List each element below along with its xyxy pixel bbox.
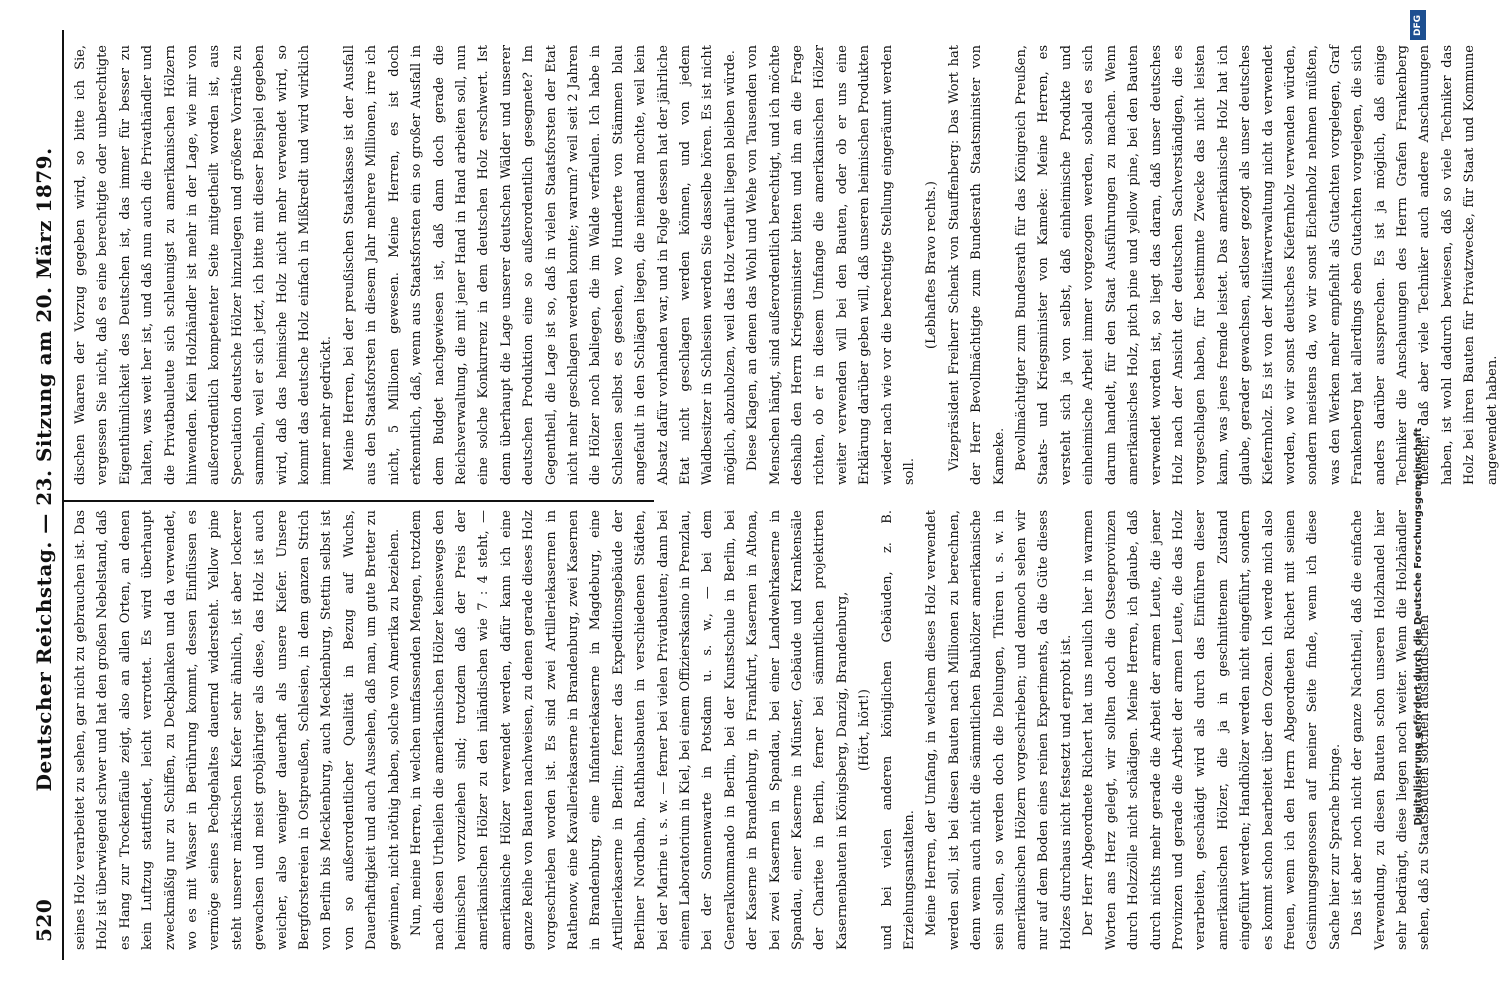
dfg-logo: DFG — [1410, 10, 1426, 40]
interjection: (Hört, hört!) — [857, 689, 873, 771]
paragraph: Diese Klagen, an denen das Wohl und Wehe von Tausenden von Menschen hängt, sind außerordentlich berechtigt, und ich möchte deshalb den Herrn Kriegsminister bitten und ihn an die Frage richten, ob er in diesem Umfange die amerikanischen Hölzer weiter verwenden will bei den Bauten, oder ob er uns eine Erklärung darüber geben will, daß unseren heimischen Produkten wieder nach wie vor die berechtigte Stellung eingeräumt werden soll. — [745, 45, 918, 485]
paragraph: seines Holz verarbeitet zu sehen, gar nicht zu gebrauchen ist. Das Holz ist überwiegend schwer und hat den großen Nebelstand, daß es Hang zur Trockenfäule zeigt, also an allen Orten, an denen kein Luftzug stattfindet, leicht verrottet. Es wird überhaupt zweckmäßig nur zu Schiffen, zu Deckplanken und da verwendet, wo es mit Wasser in Berührung kommt, dessen Einflüssen es vermöge seines Pechgehaltes dauernd widersteht. Yellow pine steht unserer märkischen Kiefer sehr ähnlich, ist aber lockerer gewachsen und meist grobjähriger als diese, das Holz ist auch weicher, also weniger dauerhaft als unsere Kiefer. Unsere Bergforstereien in Ostpreußen, Schlesien, in dem ganzen Strich von Berlin bis Mecklenburg, auch Mecklenburg, Stettin selbst ist von so außerordentlicher Qualität in Bezug auf Wuchs, Dauerhaftigkeit und auch Aussehen, daß man, um gute Bretter zu gewinnen, nicht nöthig haben, solche von Amerika zu beziehen. — [73, 510, 402, 950]
paragraph: und bei vielen anderen königlichen Gebäuden, z. B. Erziehungsanstalten. — [879, 510, 918, 950]
paragraph: Der Herr Abgeordnete Richert hat uns neulich hier in warmen Worten ans Herz gelegt, wir sollten doch die Ostseeprovinzen durch Holzzölle nicht schädigen. Meine Herren, ich glaube, daß durch nichts mehr gerade die Arbeit der armen Leute, die jener Provinzen und gerade die Arbeit der armen Leute, die das Holz verarbeiten, geschädigt wird als durch das Einführen dieser amerikanischen Hölzer, die ja in geschnittenem Zustand eingeführt werden; Handhölzer werden nicht eingeführt, sondern es kommt schon bearbeitet über den Ozean. Ich werde mich also freuen, wenn ich den Herrn Abgeordneten Richert mit seinen Gesinnungsgenossen auf meiner Seite finde, wenn ich diese Sache hier zur Sprache bringe. — [1081, 510, 1343, 950]
interjection: (Lebhaftes Bravo rechts.) — [924, 181, 940, 349]
speaker-paragraph: Vizepräsident Freiherr Schenk von Stauffenberg: Das Wort hat der Herr Bevollmächtigte zum Bundesrath Staatsminister von Kameke. — [946, 45, 1007, 485]
credit-text: Digitalisierung gefördert durch die Deutsche Forschungsgemeinschaft - — [1412, 420, 1424, 826]
paragraph: Meine Herren, der Umfang, in welchem dieses Holz verwendet werden soll, ist bei diesen Bauten nach Millionen zu berechnen, denn wenn auch nicht die sämmtlichen Bauhölzer amerikanische sein sollen, so werden doch die Dielungen, Thüren u. s. w. in amerikanischen Hölzern vorgeschrieben; und dennoch sehen wir nur auf dem Boden eines reinen Experiments, da die Güte dieses Holzes durchaus nicht festsetzt und erprobt ist. — [924, 510, 1074, 950]
paragraph: Nun, meine Herren, in welchen umfassenden Mengen, trotzdem nach diesen Urtheilen die amerikanischen Hölzer keineswegs den heimischen vorzuziehen sind; trotzdem daß der Preis der amerikanischen Hölzer zu den inländischen wie 7 : 4 steht, — amerikanische Hölzer verwendet werden, dafür kann ich eine ganze Reihe von Bauten nachweisen, zu denen gerade dieses Holz vorgeschrieben worden ist. Es sind zwei Artilleriekasernen in Rathenow, eine Kavalleriekaserne in Brandenburg, zwei Kasernen in Brandenburg, eine Infanteriekaserne in Magdeburg, eine Artilleriekaserne in Berlin; ferner das Expeditionsgebäude der Berliner Nordbahn, Rathhausbauten in verschiedenen Städten, bei der Marine u. s. w. — ferner bei vielen Privatbauten; dann bei einem Laboratorium in Kiel, bei einem Offizierskasino in Prenzlau, bei der Sonnenwarte in Potsdam u. s. w., — bei dem Generalkommando in Berlin, bei der Kunstschule in Berlin, bei der Kaserne in Brandenburg, in Frankfurt, Kasernen in Altona, bei zwei Kasernen in Spandau, bei einer Landwehrkaserne in Spandau, einer Kaserne in Münster, Gebäude und Krankensäle der Charitee in Berlin, ferner bei sämmtlichen projektirten Kasernenbauten in Königsberg, Danzig, Brandenburg, — [409, 510, 850, 950]
speaker-paragraph: Bevollmächtigter zum Bundesrath für das Königreich Preußen, Staats- und Kriegsminister von Kameke: Meine Herren, es versteht sich ja von selbst, daß einheimische Produkte und einheimische Arbeit immer vorgezogen werden, sobald es sich darum handelt, für den Staat Ausführungen zu machen. Wenn amerikanisches Holz, pitch pine und yellow pine, bei den Bauten verwendet worden ist, so liegt das daran, daß unser deutsches Holz nach der Ansicht der deutschen Sachverständigen, die es vorgeschlagen haben, für bestimmte Zwecke das nicht leisten kann, was jenes fremde leistet. Das amerikanische Holz hat ich glaube, gerader gewachsen, astloser gezogt als unser deutsches Kiefernholz. Es ist von der Militärverwaltung nicht da verwendet worden, wo wir sonst deutsches Kiefernholz verwenden würden, sondern meistens da, wo wir sonst Eichenholz nehmen müßten, was den Werken mehr empfiehlt als Gutachten vorgelegen, Graf Frankenberg hat allerdings eben Gutachten vorgelegen, die sich anders darüber aussprechen. Es ist ja möglich, daß einige Techniker die Anschauungen des Herrn Grafen Frankenberg theilen; daß aber viele Techniker auch andere Anschauungen haben, ist wohl dadurch bewiesen, daß so viele Techniker das Holz bei ihren Bauten für Privatzwecke, für Staat und Kommune angewendet haben. — [1014, 45, 1500, 485]
paragraph: Das ist aber noch nicht der ganze Nachtheil, daß die einfache Verwendung, zu diesen Bauten schon unseren Holzhandel hier sehr bedrängt, diese liegen noch weiter. Wenn die Holzhändler sehen, daß zu Staatsbauten solchen ausländischen — [1350, 510, 1433, 950]
page-title: Deutscher Reichstag. — 23. Sitzung am 20. März 1879. — [32, 147, 56, 792]
right-column — [70, 45, 1504, 485]
paragraph: dischen Waaren der Vorzug gegeben wird, so bitte ich Sie, vergessen Sie nicht, daß es eine berechtigte oder unberechtigte Eigenthümlichkeit des Deutschen ist, das immer für besser zu halten, was weit her ist, und daß nun auch die Privathändler und die Privatbauleute sich schleunigst zu amerikanischen Hölzern hinwenden. Kein Holzhändler ist mehr in der Lage, wie mir von außerordentlich kompetenter Seite mitgetheilt worden ist, aus Speculation deutsche Hölzer hinzulegen und größere Vorräthe zu sammeln, weil er sich jetzt, ich bitte mit dieser Beispiel gegeben wird, daß das heimische Holz nicht mehr verwendet wird, so kommt das deutsche Holz einfach in Mißkredit und wird wirklich immer mehr gedrückt. — [73, 45, 335, 485]
page-number: 520 — [32, 898, 56, 942]
column-divider — [64, 500, 654, 502]
header-rule — [62, 30, 64, 960]
page-header — [30, 40, 58, 942]
funding-credit — [1408, 10, 1428, 990]
left-column — [70, 510, 1437, 950]
paragraph: Meine Herren, bei der preußischen Staatskasse ist der Ausfall aus den Staatsforsten in diesem Jahr mehrere Millionen, irre ich nicht, 5 Millionen gewesen. Meine Herren, es ist doch erkenntlich, daß, wenn aus Staatsforsten ein so großer Ausfall in dem Budget nachgewiesen ist, daß dann doch gerade die Reichsverwaltung, die mit jener Hand in Hand arbeiten soll, nun eine solche Konkurrenz in dem deutschen Holz erschwert. Ist denn überhaupt die Lage unserer deutschen Wälder und unserer deutschen Produktion eine so außerordentlich gesegnete? Im Gegentheil, die Lage ist so, daß in vielen Staatsforsten der Etat nicht mehr geschlagen werden konnte; warum? weil seit 2 Jahren die Hölzer noch baliegen, die im Walde verfaulen. Ich habe in Schlesien selbst es gesehen, wo Hunderte von Stämmen blau angefault in den Schlägen liegen, die niemand mochte, weil kein Absatz dafür vorhanden war, und in Folge dessen hat der jährliche Etat nicht geschlagen werden können, und von jedem Waldbesitzer in Schlesien werden Sie dasselbe hören. Es ist nicht möglich, abzuholzen, weil das Holz verfault liegen bleiben würde. — [341, 44, 738, 485]
